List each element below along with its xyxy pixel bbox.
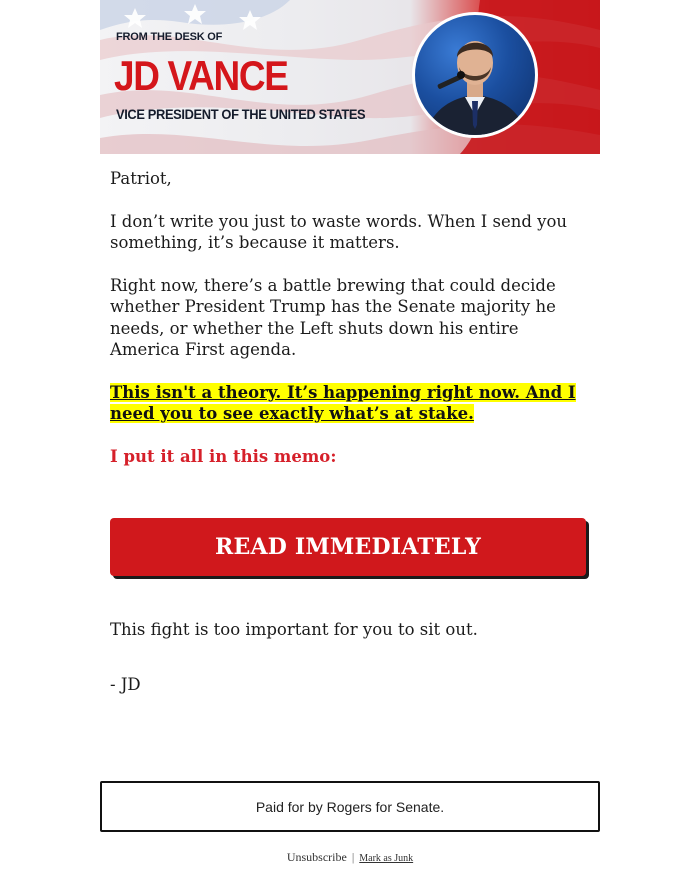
sender-title: VICE PRESIDENT OF THE UNITED STATES — [116, 106, 366, 122]
signoff: - JD — [110, 675, 141, 694]
footer-separator: | — [351, 850, 355, 864]
portrait-photo — [412, 12, 538, 138]
mark-as-junk-link[interactable]: Mark as Junk — [359, 853, 414, 864]
greeting: Patriot, — [110, 169, 172, 188]
highlighted-text: This isn't a theory. It’s happening right now. And I need you to see exactly what’s at stake. — [110, 382, 576, 423]
person-silhouette-icon — [415, 15, 535, 135]
email-body — [110, 168, 590, 488]
paid-for-disclaimer — [100, 781, 600, 832]
disclaimer-text: Paid for by Rogers for Senate. — [255, 798, 445, 815]
highlight-paragraph — [110, 382, 590, 425]
header-banner — [100, 0, 600, 154]
sender-name: JD VANCE — [114, 52, 288, 99]
unsubscribe-link[interactable]: Unsubscribe — [286, 850, 347, 864]
eyebrow-text: FROM THE DESK OF — [116, 31, 223, 43]
memo-line: I put it all in this memo: — [110, 446, 337, 466]
read-immediately-button[interactable]: READ IMMEDIATELY — [110, 518, 586, 576]
paragraph-battle: Right now, there’s a battle brewing that could decide whether President Trump has the Senate majority he needs, or whether the Left shuts down his entire America First agenda. — [110, 275, 556, 359]
paragraph-intro: I don’t write you just to waste words. When I send you something, it’s because it matters. — [110, 211, 568, 252]
email-footer — [0, 850, 700, 865]
closing-line: This fight is too important for you to sit out. — [110, 620, 478, 639]
